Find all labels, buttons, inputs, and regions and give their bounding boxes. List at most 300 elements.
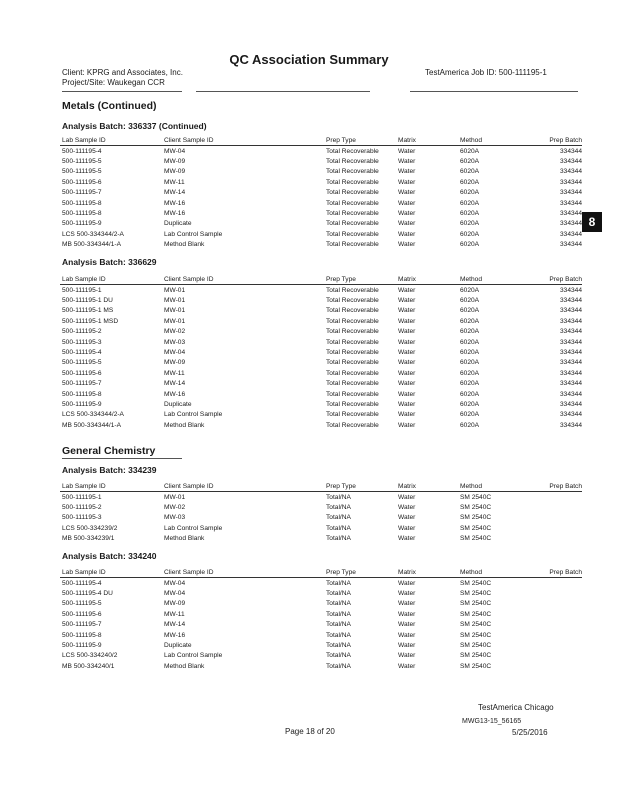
- table-cell: Water: [398, 178, 416, 186]
- table-cell: 500-111195-6: [62, 178, 102, 186]
- table-cell: 6020A: [460, 307, 480, 315]
- table-cell: 334344: [559, 421, 582, 429]
- table-cell: Total Recoverable: [326, 168, 379, 176]
- table-row: [60, 513, 582, 523]
- table-row: [60, 620, 582, 630]
- table-cell: [530, 534, 582, 544]
- table-cell: Total Recoverable: [326, 421, 379, 429]
- table-cell: MW-04: [164, 349, 186, 357]
- table-row: [60, 295, 582, 305]
- table-cell: MW-11: [164, 610, 185, 618]
- table-row: [60, 306, 582, 316]
- table-cell: MW-14: [164, 380, 186, 388]
- table-cell: 334344: [559, 178, 582, 186]
- table-row: [60, 327, 582, 337]
- table-row: [60, 420, 582, 430]
- batch-title: Analysis Batch: 334240: [62, 551, 157, 561]
- table-cell: [530, 578, 582, 589]
- table-row: [60, 502, 582, 512]
- column-header: Matrix: [396, 568, 458, 578]
- table-cell: Total/NA: [326, 652, 351, 660]
- table-row: [60, 368, 582, 378]
- table-cell: 334344: [559, 210, 582, 218]
- table-cell: Water: [398, 600, 416, 608]
- table-cell: Water: [398, 230, 416, 238]
- table-cell: [530, 640, 582, 650]
- table-cell: 500-111195-4: [62, 147, 102, 155]
- table-cell: SM 2540C: [460, 662, 492, 670]
- table-cell: Lab Control Sample: [164, 524, 223, 532]
- table-cell: Total/NA: [326, 662, 351, 670]
- table-cell: MB 500-334240/1: [62, 662, 115, 670]
- table-cell: Total/NA: [326, 610, 351, 618]
- table-cell: Total Recoverable: [326, 317, 379, 325]
- table-cell: MB 500-334239/1: [62, 535, 115, 543]
- table-header-row: [60, 568, 582, 578]
- table-cell: Total/NA: [326, 631, 351, 639]
- table-cell: [530, 630, 582, 640]
- table-cell: Total Recoverable: [326, 230, 379, 238]
- table-cell: Duplicate: [164, 220, 192, 228]
- table-cell: Water: [398, 535, 416, 543]
- table-cell: MB 500-334344/1-A: [62, 241, 122, 249]
- table-cell: 334344: [559, 147, 582, 155]
- table-cell: 6020A: [460, 317, 480, 325]
- table-cell: 334344: [559, 168, 582, 176]
- table-cell: Water: [398, 369, 416, 377]
- column-header: Client Sample ID: [162, 482, 324, 492]
- table-cell: Total Recoverable: [326, 400, 379, 408]
- table-cell: 500-111195-5: [62, 158, 102, 166]
- table-cell: MB 500-334344/1-A: [62, 421, 122, 429]
- table-cell: 334344: [559, 189, 582, 197]
- table-cell: 6020A: [460, 359, 480, 367]
- table-cell: 500-111195-7: [62, 621, 102, 629]
- table-cell: 500-111195-4 DU: [62, 590, 113, 598]
- table-cell: LCS 500-334239/2: [62, 524, 118, 532]
- table-cell: Water: [398, 493, 416, 501]
- table-cell: 334344: [559, 369, 582, 377]
- table-cell: Lab Control Sample: [164, 652, 223, 660]
- header-divider: [410, 91, 578, 92]
- table-cell: Total Recoverable: [326, 241, 379, 249]
- table-cell: Water: [398, 380, 416, 388]
- column-header: Matrix: [396, 275, 458, 285]
- table-cell: Method Blank: [164, 662, 205, 670]
- table-row: [60, 599, 582, 609]
- table-cell: 6020A: [460, 380, 480, 388]
- table-cell: Water: [398, 621, 416, 629]
- table-cell: MW-16: [164, 210, 186, 218]
- section-divider: [62, 458, 182, 459]
- column-header: Prep Type: [324, 275, 396, 285]
- table-cell: Water: [398, 411, 416, 419]
- column-header: Matrix: [396, 136, 458, 146]
- table-row: [60, 337, 582, 347]
- table-cell: Water: [398, 168, 416, 176]
- column-header: Prep Batch: [530, 275, 582, 285]
- column-header: Client Sample ID: [162, 568, 324, 578]
- table-cell: 6020A: [460, 230, 480, 238]
- table-cell: Total/NA: [326, 504, 351, 512]
- column-header: Prep Type: [324, 568, 396, 578]
- table-cell: 334344: [559, 400, 582, 408]
- table-cell: Water: [398, 349, 416, 357]
- table-cell: Total Recoverable: [326, 307, 379, 315]
- table-cell: SM 2540C: [460, 642, 492, 650]
- table-row: [60, 630, 582, 640]
- table-cell: 6020A: [460, 400, 480, 408]
- section-tab-marker: 8: [582, 212, 602, 232]
- table-cell: Total Recoverable: [326, 220, 379, 228]
- table-cell: Water: [398, 590, 416, 598]
- table-cell: 334344: [559, 338, 582, 346]
- table-cell: Total Recoverable: [326, 297, 379, 305]
- table-cell: Water: [398, 390, 416, 398]
- table-cell: 6020A: [460, 286, 480, 294]
- table-cell: Total/NA: [326, 524, 351, 532]
- table-cell: Total Recoverable: [326, 338, 379, 346]
- table-cell: 6020A: [460, 178, 480, 186]
- table-cell: 6020A: [460, 390, 480, 398]
- table-cell: SM 2540C: [460, 504, 492, 512]
- table-cell: MW-09: [164, 359, 186, 367]
- table-cell: Water: [398, 328, 416, 336]
- table-cell: 500-111195-4: [62, 349, 102, 357]
- table-cell: 6020A: [460, 199, 480, 207]
- table-cell: Total Recoverable: [326, 189, 379, 197]
- table-header-row: [60, 482, 582, 492]
- table-cell: 500-111195-8: [62, 199, 102, 207]
- table-cell: SM 2540C: [460, 600, 492, 608]
- table-cell: 6020A: [460, 168, 480, 176]
- column-header: Matrix: [396, 482, 458, 492]
- table-cell: 500-111195-1 DU: [62, 297, 113, 305]
- table-cell: 500-111195-9: [62, 400, 102, 408]
- table-cell: SM 2540C: [460, 610, 492, 618]
- table-cell: Water: [398, 421, 416, 429]
- table-cell: MW-09: [164, 600, 186, 608]
- table-cell: [530, 599, 582, 609]
- table-cell: MW-14: [164, 189, 186, 197]
- table-cell: Total Recoverable: [326, 328, 379, 336]
- column-header: Client Sample ID: [162, 275, 324, 285]
- table-cell: 500-111195-7: [62, 189, 102, 197]
- results-table: [60, 136, 582, 250]
- table-cell: SM 2540C: [460, 631, 492, 639]
- table-cell: 6020A: [460, 421, 480, 429]
- table-cell: Total Recoverable: [326, 359, 379, 367]
- table-cell: SM 2540C: [460, 652, 492, 660]
- table-cell: 6020A: [460, 338, 480, 346]
- table-row: [60, 410, 582, 420]
- table-cell: [530, 502, 582, 512]
- header-divider: [62, 91, 182, 92]
- table-cell: MW-03: [164, 514, 186, 522]
- table-row: [60, 188, 582, 198]
- table-cell: Water: [398, 662, 416, 670]
- column-header: Method: [458, 136, 530, 146]
- table-cell: 334344: [559, 380, 582, 388]
- column-header: Lab Sample ID: [60, 275, 162, 285]
- table-cell: SM 2540C: [460, 524, 492, 532]
- table-cell: 500-111195-1 MS: [62, 307, 114, 315]
- table-cell: Water: [398, 359, 416, 367]
- table-cell: Total Recoverable: [326, 369, 379, 377]
- table-cell: Total Recoverable: [326, 158, 379, 166]
- table-cell: LCS 500-334240/2: [62, 652, 118, 660]
- table-cell: Water: [398, 514, 416, 522]
- table-cell: Water: [398, 297, 416, 305]
- table-cell: MW-03: [164, 338, 186, 346]
- table-cell: 6020A: [460, 220, 480, 228]
- table-cell: [530, 620, 582, 630]
- table-row: [60, 167, 582, 177]
- table-cell: 500-111195-3: [62, 338, 102, 346]
- table-cell: MW-01: [164, 493, 186, 501]
- table-cell: [530, 588, 582, 598]
- table-row: [60, 661, 582, 671]
- column-header: Method: [458, 275, 530, 285]
- column-header: Prep Batch: [530, 136, 582, 146]
- table-cell: 6020A: [460, 210, 480, 218]
- page-number: Page 18 of 20: [285, 727, 335, 736]
- table-cell: 6020A: [460, 297, 480, 305]
- table-cell: Water: [398, 642, 416, 650]
- batch-title: Analysis Batch: 336629: [62, 257, 157, 267]
- table-cell: MW-04: [164, 590, 186, 598]
- table-cell: 6020A: [460, 189, 480, 197]
- table-row: [60, 146, 582, 157]
- table-header-row: [60, 275, 582, 285]
- table-cell: Total/NA: [326, 590, 351, 598]
- table-cell: 500-111195-5: [62, 600, 102, 608]
- table-cell: Water: [398, 220, 416, 228]
- table-cell: MW-04: [164, 579, 186, 587]
- header-divider: [196, 91, 370, 92]
- table-header-row: [60, 136, 582, 146]
- footer-code: MWG13-15_56165: [462, 718, 522, 725]
- table-cell: MW-01: [164, 307, 186, 315]
- table-cell: Total Recoverable: [326, 390, 379, 398]
- table-row: [60, 492, 582, 503]
- table-cell: Method Blank: [164, 535, 205, 543]
- table-cell: 500-111195-6: [62, 610, 102, 618]
- table-cell: Water: [398, 147, 416, 155]
- table-cell: [530, 661, 582, 671]
- table-cell: SM 2540C: [460, 514, 492, 522]
- batch-title: Analysis Batch: 336337 (Continued): [62, 121, 207, 131]
- table-cell: Total/NA: [326, 514, 351, 522]
- table-cell: Total Recoverable: [326, 380, 379, 388]
- table-cell: 500-111195-1: [62, 493, 102, 501]
- table-cell: MW-02: [164, 504, 186, 512]
- table-cell: Water: [398, 579, 416, 587]
- table-row: [60, 156, 582, 166]
- table-cell: SM 2540C: [460, 590, 492, 598]
- table-cell: 500-111195-7: [62, 380, 102, 388]
- table-cell: 500-111195-5: [62, 359, 102, 367]
- table-cell: [530, 609, 582, 619]
- column-header: Prep Type: [324, 482, 396, 492]
- table-cell: LCS 500-334344/2-A: [62, 230, 124, 238]
- table-row: [60, 651, 582, 661]
- table-cell: [530, 513, 582, 523]
- table-cell: 500-111195-8: [62, 390, 102, 398]
- table-cell: Water: [398, 307, 416, 315]
- results-table: [60, 568, 582, 672]
- table-cell: Total Recoverable: [326, 349, 379, 357]
- table-cell: 334344: [559, 220, 582, 228]
- column-header: Lab Sample ID: [60, 482, 162, 492]
- table-cell: 6020A: [460, 241, 480, 249]
- table-cell: SM 2540C: [460, 621, 492, 629]
- table-cell: 334344: [559, 390, 582, 398]
- table-row: [60, 358, 582, 368]
- table-row: [60, 523, 582, 533]
- table-cell: 6020A: [460, 147, 480, 155]
- table-cell: 334344: [559, 307, 582, 315]
- table-cell: MW-01: [164, 297, 186, 305]
- table-cell: Total Recoverable: [326, 178, 379, 186]
- table-cell: [530, 651, 582, 661]
- table-cell: Lab Control Sample: [164, 411, 223, 419]
- table-cell: Lab Control Sample: [164, 230, 223, 238]
- table-cell: Total Recoverable: [326, 411, 379, 419]
- table-cell: Water: [398, 524, 416, 532]
- table-cell: 334344: [559, 230, 582, 238]
- table-row: [60, 578, 582, 589]
- table-cell: Water: [398, 286, 416, 294]
- table-cell: Total/NA: [326, 535, 351, 543]
- table-cell: MW-02: [164, 328, 186, 336]
- table-cell: 6020A: [460, 349, 480, 357]
- table-cell: 500-111195-1: [62, 286, 102, 294]
- section-title-metals: Metals (Continued): [62, 100, 157, 112]
- project-site: Project/Site: Waukegan CCR: [62, 78, 165, 87]
- footer-company: TestAmerica Chicago: [478, 703, 554, 712]
- table-cell: 334344: [559, 199, 582, 207]
- table-cell: 500-111195-9: [62, 220, 102, 228]
- table-row: [60, 379, 582, 389]
- results-table: [60, 482, 582, 544]
- table-cell: Water: [398, 241, 416, 249]
- table-cell: Method Blank: [164, 421, 205, 429]
- section-title-general-chemistry: General Chemistry: [62, 445, 156, 457]
- table-cell: 500-111195-1 MSD: [62, 317, 119, 325]
- table-cell: 334344: [559, 158, 582, 166]
- table-cell: Duplicate: [164, 400, 192, 408]
- table-cell: 334344: [559, 297, 582, 305]
- table-cell: MW-01: [164, 317, 186, 325]
- table-cell: MW-16: [164, 199, 186, 207]
- table-row: [60, 640, 582, 650]
- table-cell: Total/NA: [326, 600, 351, 608]
- column-header: Method: [458, 568, 530, 578]
- table-cell: 6020A: [460, 328, 480, 336]
- page-title: QC Association Summary: [229, 52, 389, 67]
- table-cell: MW-04: [164, 147, 186, 155]
- table-row: [60, 240, 582, 250]
- table-cell: Total Recoverable: [326, 147, 379, 155]
- column-header: Lab Sample ID: [60, 568, 162, 578]
- table-cell: SM 2540C: [460, 579, 492, 587]
- table-cell: MW-16: [164, 390, 186, 398]
- column-header: Prep Type: [324, 136, 396, 146]
- table-cell: Water: [398, 631, 416, 639]
- table-cell: 500-111195-2: [62, 504, 102, 512]
- table-cell: 500-111195-5: [62, 168, 102, 176]
- table-row: [60, 347, 582, 357]
- table-cell: MW-01: [164, 286, 186, 294]
- table-cell: 334344: [559, 411, 582, 419]
- table-row: [60, 219, 582, 229]
- table-cell: 334344: [559, 317, 582, 325]
- column-header: Prep Batch: [530, 568, 582, 578]
- table-cell: 500-111195-9: [62, 642, 102, 650]
- table-cell: 334344: [559, 328, 582, 336]
- table-row: [60, 609, 582, 619]
- table-cell: 334344: [559, 359, 582, 367]
- table-cell: Total Recoverable: [326, 210, 379, 218]
- table-row: [60, 229, 582, 239]
- table-cell: 500-111195-3: [62, 514, 102, 522]
- table-cell: LCS 500-334344/2-A: [62, 411, 124, 419]
- table-cell: Total/NA: [326, 621, 351, 629]
- table-cell: 6020A: [460, 411, 480, 419]
- table-cell: Total/NA: [326, 493, 351, 501]
- client-info: [62, 68, 183, 88]
- table-cell: Total Recoverable: [326, 199, 379, 207]
- table-row: [60, 208, 582, 218]
- table-cell: 500-111195-8: [62, 210, 102, 218]
- table-row: [60, 389, 582, 399]
- column-header: Lab Sample ID: [60, 136, 162, 146]
- job-id: TestAmerica Job ID: 500-111195-1: [425, 68, 547, 77]
- table-cell: 334344: [559, 349, 582, 357]
- table-cell: 6020A: [460, 369, 480, 377]
- table-cell: Water: [398, 199, 416, 207]
- results-table: [60, 275, 582, 430]
- table-row: [60, 534, 582, 544]
- table-cell: 6020A: [460, 158, 480, 166]
- table-cell: Water: [398, 400, 416, 408]
- table-cell: SM 2540C: [460, 493, 492, 501]
- table-cell: MW-11: [164, 178, 185, 186]
- table-cell: 500-111195-8: [62, 631, 102, 639]
- table-row: [60, 198, 582, 208]
- table-row: [60, 588, 582, 598]
- column-header: Client Sample ID: [162, 136, 324, 146]
- table-cell: Water: [398, 210, 416, 218]
- table-cell: Method Blank: [164, 241, 205, 249]
- table-cell: Duplicate: [164, 642, 192, 650]
- footer-date: 5/25/2016: [512, 728, 548, 737]
- batch-title: Analysis Batch: 334239: [62, 465, 157, 475]
- table-cell: Water: [398, 338, 416, 346]
- table-cell: SM 2540C: [460, 535, 492, 543]
- table-cell: 334344: [559, 241, 582, 249]
- table-cell: [530, 523, 582, 533]
- column-header: Method: [458, 482, 530, 492]
- table-cell: 500-111195-6: [62, 369, 102, 377]
- table-cell: Water: [398, 189, 416, 197]
- table-cell: Water: [398, 158, 416, 166]
- table-row: [60, 399, 582, 409]
- table-cell: Water: [398, 317, 416, 325]
- table-cell: MW-09: [164, 168, 186, 176]
- table-cell: MW-16: [164, 631, 186, 639]
